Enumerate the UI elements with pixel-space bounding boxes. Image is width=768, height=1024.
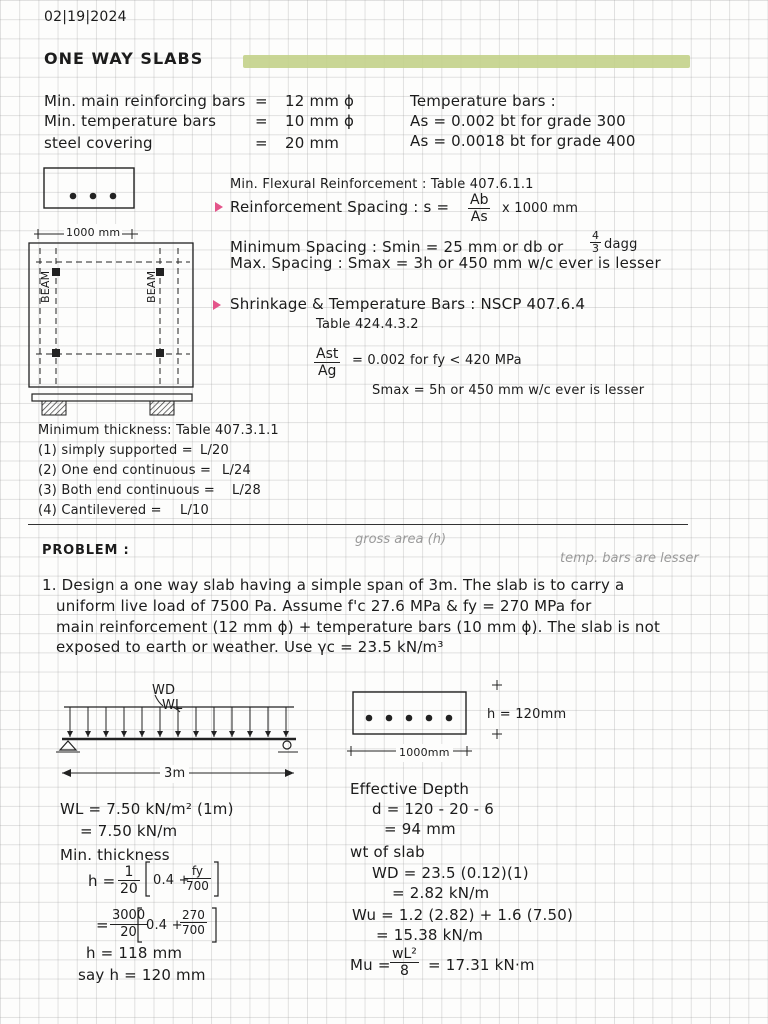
ultimate-load-calc-2: = 15.38 kN/m [376,926,484,944]
section-width-label: 1000mm [396,744,453,762]
spacing-tail: x 1000 mm [502,201,579,216]
h-eq-1-numerator: 1 [118,864,140,881]
beam-left-label: BEAM [39,270,52,303]
shrinkage-temperature-title: Shrinkage & Temperature Bars : NSCP 407.6.4 [230,295,586,313]
thickness-row1-value: L/20 [200,443,229,458]
ultimate-moment-denominator: 8 [399,963,409,979]
date: 02|19|2024 [44,9,127,25]
h-eq-2-prefix: = [96,916,109,934]
dead-load-calc-1: WD = 23.5 (0.12)(1) [372,864,529,882]
effective-depth-heading: Effective Depth [350,780,470,798]
steel-cover-label: steel covering [44,134,153,152]
spacing-numerator: Ab [470,192,489,208]
reinforcement-spacing-label: Reinforcement Spacing : s = [230,198,450,216]
min-main-bars-eq: = [255,92,268,110]
effective-depth-calc-1: d = 120 - 20 - 6 [372,800,494,818]
spacing-denominator: As [470,209,488,225]
problem-heading: PROBLEM : [42,543,130,558]
steel-ratio-note: = 0.002 for fy < 420 MPa [352,353,522,368]
steel-cover-value: 20 mm [285,134,340,152]
h-adopted: say h = 120 mm [78,966,206,984]
thickness-row2-label: (2) One end continuous = [38,463,212,478]
min-spacing-numerator: 4 [592,229,599,242]
ultimate-load-calc-1: Wu = 1.2 (2.82) + 1.6 (7.50) [352,906,574,924]
maximum-spacing-note: Max. Spacing : Smax = 3h or 450 mm w/c ever is lesser [230,254,661,272]
plan-width-label: 1000 mm [64,224,122,242]
min-temp-bars-value: 10 mm ϕ [285,112,355,130]
pencil-note-temp-bars: temp. bars are lesser [560,551,699,566]
problem-line-3: main reinforcement (12 mm ϕ) + temperature bars (10 mm ϕ). The slab is not [56,618,661,636]
slab-weight-heading: wt of slab [350,843,425,861]
thickness-row3-label: (3) Both end continuous = [38,483,216,498]
h-eq-2-numerator: 3000 [112,908,146,923]
dead-load-calc-2: = 2.82 kN/m [392,884,490,902]
ultimate-moment-fraction [390,946,419,979]
min-thickness-heading: Min. thickness [60,846,170,864]
h-eq-2-fraction [110,908,147,941]
min-spacing-denominator: 3 [592,242,599,255]
min-thickness-title: Minimum thickness: Table 407.3.1.1 [38,423,279,438]
live-load-calc-2: = 7.50 kN/m [80,822,178,840]
h-eq-2-bracket: 0.4 + [146,918,183,933]
h-eq-2-fy-fraction [180,908,207,937]
h-eq-1-fy-denominator: 700 [186,879,209,893]
ultimate-moment-prefix: Mu = [350,956,391,974]
h-eq-2-fy-numerator: 270 [182,908,205,922]
min-temp-bars-eq: = [255,112,268,130]
thickness-row3-value: L/28 [232,483,261,498]
problem-line-4: exposed to earth or weather. Use γc = 23.5 kN/m³ [56,638,444,656]
effective-depth-calc-2: = 94 mm [384,820,456,838]
ratio-denominator: Ag [317,363,337,379]
thickness-row1-label: (1) simply supported = [38,443,193,458]
h-eq-1-bracket: 0.4 + [153,873,190,888]
h-eq-2-fy-denominator: 700 [182,923,205,937]
span-label: 3m [160,765,189,783]
temperature-bars-grade400: As = 0.0018 bt for grade 400 [410,132,636,150]
live-load-calc-1: WL = 7.50 kN/m² (1m) [60,800,234,818]
ratio-numerator: Ast [316,346,339,362]
h-eq-1-fy-numerator: fy [184,864,211,879]
h-eq-1-denominator: 20 [120,881,138,897]
problem-line-1: 1. Design a one way slab having a simple span of 3m. The slab is to carry a [42,576,625,594]
h-eq-1-fy-fraction [184,864,211,893]
min-main-bars-value: 12 mm ϕ [285,92,355,110]
smax-shrinkage-note: Smax = 5h or 450 mm w/c ever is lesser [372,383,645,398]
minimum-spacing-note: Minimum Spacing : Smin = 25 mm or db or [230,238,564,256]
min-temp-bars-label: Min. temperature bars [44,112,217,130]
ultimate-moment-value: = 17.31 kN·m [428,956,535,974]
page-title: ONE WAY SLABS [44,49,204,68]
problem-line-2: uniform live load of 7500 Pa. Assume f'c 27.6 MPa & fy = 270 MPa for [56,597,592,615]
temperature-bars-grade300: As = 0.002 bt for grade 300 [410,112,626,130]
beam-right-label: BEAM [145,270,158,303]
shrinkage-table-ref: Table 424.4.3.2 [316,317,419,332]
steel-cover-eq: = [255,134,268,152]
h-result: h = 118 mm [86,944,183,962]
live-load-label: WL [162,698,183,713]
min-spacing-tail: dagg [604,237,638,252]
pencil-note-gross-area: gross area (h) [355,532,447,547]
thickness-row4-value: L/10 [180,503,209,518]
h-eq-1-prefix: h = [88,872,116,890]
h-eq-2-denominator: 20 [120,925,137,940]
thickness-row2-value: L/24 [222,463,251,478]
min-main-bars-label: Min. main reinforcing bars [44,92,246,110]
thickness-row4-label: (4) Cantilevered = [38,503,162,518]
section-height-label: h = 120mm [487,707,567,722]
temperature-bars-title: Temperature bars : [410,92,556,110]
ultimate-moment-numerator: wL² [392,946,417,962]
min-flexural-note: Min. Flexural Reinforcement : Table 407.6.1.1 [230,177,534,192]
dead-load-label: WD [152,683,176,698]
